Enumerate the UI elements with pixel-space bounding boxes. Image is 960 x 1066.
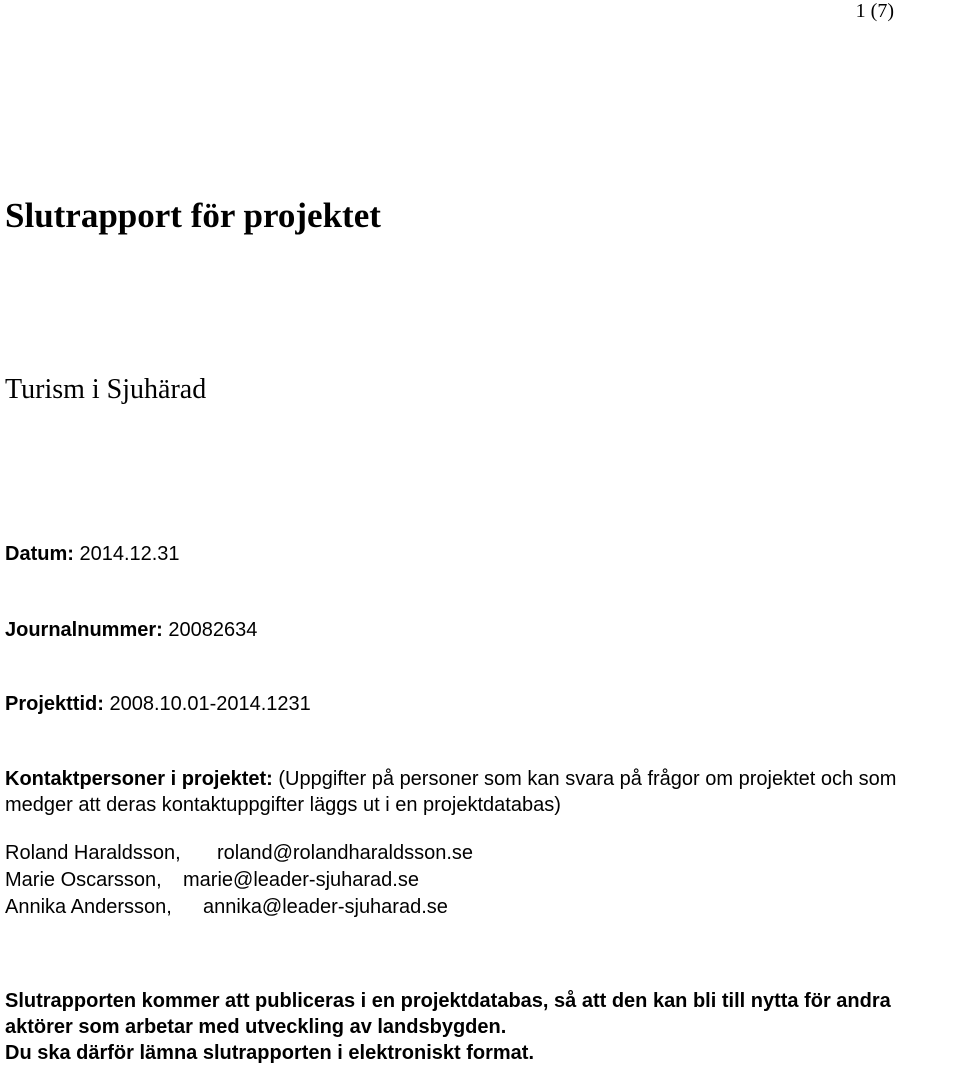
contact-name: Roland Haraldsson, [5, 842, 181, 864]
contact-email: roland@rolandharaldsson.se [217, 842, 474, 864]
document-title: Slutrapport för projektet [5, 196, 381, 235]
datum-field [5, 543, 180, 566]
projekttid-label: Projekttid: [5, 693, 104, 715]
page-number: 1 (7) [855, 0, 894, 22]
contact-row [5, 840, 473, 867]
journalnummer-value: 20082634 [168, 619, 258, 641]
notice-line: aktörer som arbetar med utveckling av landsbygden. [5, 1016, 507, 1038]
contact-row [5, 867, 473, 894]
project-name: Turism i Sjuhärad [5, 374, 207, 405]
contact-list [5, 840, 473, 921]
contacts-intro [5, 766, 955, 818]
datum-value: 2014.12.31 [79, 543, 180, 565]
datum-label: Datum: [5, 543, 74, 565]
contact-name: Annika Andersson, [5, 896, 172, 918]
contact-name: Marie Oscarsson, [5, 869, 162, 891]
contact-row [5, 894, 473, 921]
contacts-label: Kontaktpersoner i projektet: [5, 768, 273, 790]
publication-notice [5, 988, 960, 1066]
journalnummer-field [5, 619, 257, 642]
contact-email: marie@leader-sjuharad.se [183, 869, 419, 891]
projekttid-value: 2008.10.01-2014.1231 [109, 693, 311, 715]
projekttid-field [5, 693, 311, 716]
journalnummer-label: Journalnummer: [5, 619, 163, 641]
notice-line: Slutrapporten kommer att publiceras i en projektdatabas, så att den kan bli till nytta för andra [5, 990, 891, 1012]
notice-line: Du ska därför lämna slutrapporten i elektroniskt format. [5, 1042, 535, 1064]
contact-email: annika@leader-sjuharad.se [203, 896, 448, 918]
contacts-description: (Uppgifter på personer som kan svara på frågor om projektet och som medger att deras kontaktuppgifter läggs ut i en projektdatabas) [5, 768, 897, 816]
